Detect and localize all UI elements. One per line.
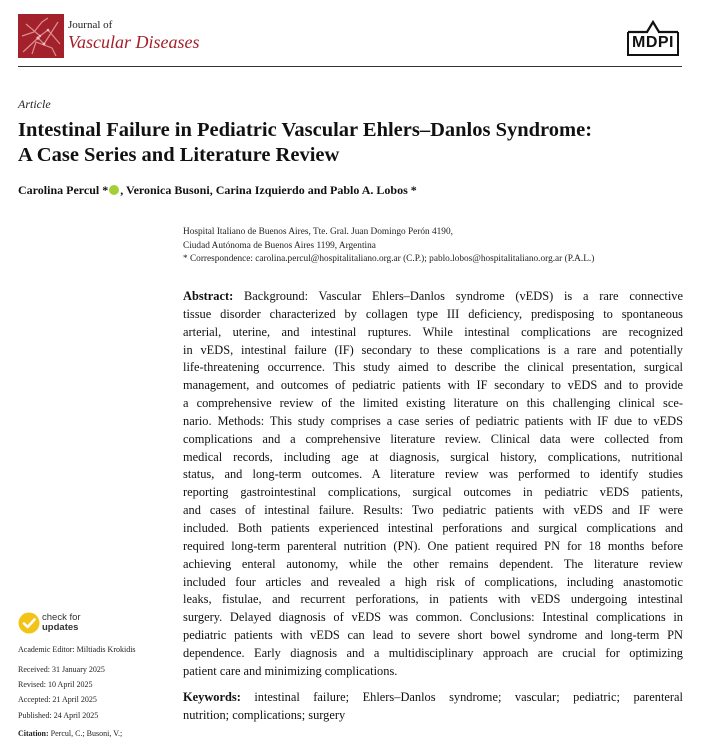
revised-date: Revised: 10 April 2025 xyxy=(18,680,93,689)
abstract-line: medical records, including age at diagnosis, surgical history, complications, nutritional xyxy=(183,449,683,464)
article-title xyxy=(18,118,682,168)
abstract-line: status, and long-term outcomes. A literature review was performed to identify studies xyxy=(183,467,683,482)
published-date: Published: 24 April 2025 xyxy=(18,711,99,720)
abstract-line: complications and a comprehensive literature review. Clinical data were collected from xyxy=(183,431,683,446)
journal-name: Vascular Diseases xyxy=(68,32,200,52)
abstract-line: tissue disorder characterized by collagen type III deficiency, predisposing to spontaneous xyxy=(183,306,683,321)
academic-editor: Academic Editor: Miltiadis Krokidis xyxy=(18,645,136,654)
citation-text: Percul, C.; Busoni, V.; xyxy=(48,729,123,738)
check-updates-label: updates xyxy=(42,622,79,633)
keywords-line: Keywords: intestinal failure; Ehlers–Danlos syndrome; vascular; pediatric; parenteral xyxy=(183,690,683,704)
article-type: Article xyxy=(18,97,51,111)
abstract-line: surgery. Delayed diagnosis of vEDS was common. Conclusions: Intestinal complications in xyxy=(183,610,683,625)
abstract-line: patient care and minimizing complications. xyxy=(183,663,398,678)
keywords-label: Keywords: xyxy=(183,690,241,704)
journal-title xyxy=(68,20,200,51)
check-for-updates-icon[interactable] xyxy=(18,612,40,634)
correspondence-line: * Correspondence: carolina.percul@hospitalitaliano.org.ar (C.P.); pablo.lobos@hospitalitaliano.org.ar (P.A.L.) xyxy=(183,254,595,264)
author-name: , Veronica Busoni, Carina Izquierdo and Pablo A. Lobos xyxy=(120,183,408,197)
abstract-line: in vEDS, intestinal failure (IF) secondary to these complications is a rare and potentially xyxy=(183,342,683,357)
affiliation-block xyxy=(183,226,683,267)
article-title-line: Intestinal Failure in Pediatric Vascular Ehlers–Danlos Syndrome: xyxy=(18,119,593,141)
abstract-line: dependence. Early diagnosis and a multidisciplinary approach are crucial for optimizing xyxy=(183,645,683,660)
abstract-line: life-threatening occurrence. This study aimed to describe the clinical presentation, surgical xyxy=(183,360,683,375)
abstract-line: reporting gastrointestinal complications, surgical outcomes in pediatric vEDS patients, xyxy=(183,485,683,500)
article-title-line: A Case Series and Literature Review xyxy=(18,144,340,166)
abstract-line: required long-term parenteral nutrition (PN). One patient required PN for 18 months before xyxy=(183,538,683,553)
orcid-icon[interactable] xyxy=(109,185,119,195)
citation-label: Citation: xyxy=(18,729,49,738)
abstract xyxy=(183,288,683,681)
received-date: Received: 31 January 2025 xyxy=(18,665,105,674)
abstract-line: included. Both patients experienced intestinal perforations and surgical complications and xyxy=(183,520,683,535)
abstract-line: management, and outcomes of pediatric patients with IF secondary to vEDS and to provide xyxy=(183,378,683,393)
abstract-line: and cases of intestinal failure. Results: Two pediatric patients with vEDS and IF were xyxy=(183,503,683,518)
corresponding-marker: * xyxy=(99,183,109,197)
abstract-line: pediatric patients with vEDS can lead to severe short bowel syndrome and long-term PN xyxy=(183,628,683,643)
abstract-line: included four articles and revealed a high risk of complications, including anastomotic xyxy=(183,574,683,589)
affiliation-line: Ciudad Autónoma de Buenos Aires 1199, Argentina xyxy=(183,240,376,251)
abstract-line: Abstract: Background: Vascular Ehlers–Danlos syndrome (vEDS) is a rare connective xyxy=(183,289,683,303)
author-list xyxy=(18,183,417,198)
publisher-name: MDPI xyxy=(632,34,674,51)
corresponding-marker: * xyxy=(407,183,417,197)
abstract-line: leaks, fistulae, and recurrent perforations, in patients with vEDS undergoing intestinal xyxy=(183,592,683,607)
journal-logo-icon xyxy=(18,14,64,58)
abstract-line: nario. Methods: This study comprises a case series of pediatric patients with IF due to vEDS xyxy=(183,413,683,428)
abstract-label: Abstract: xyxy=(183,289,234,303)
abstract-line: achieving enteral autonomy, while the other remains dependent. The literature review xyxy=(183,556,683,571)
header-divider xyxy=(18,66,682,67)
abstract-line: arterial, uterine, and intestinal ruptures. While intestinal complications are recognized xyxy=(183,324,683,339)
journal-logo xyxy=(18,14,64,58)
journal-prefix: Journal of xyxy=(68,19,113,31)
author-name: Carolina Percul xyxy=(18,183,100,197)
abstract-line: a comprehensive review of the limited existing literature on this challenging clinical sce- xyxy=(183,396,683,411)
check-for-updates-button[interactable] xyxy=(42,613,81,633)
keywords-line: nutrition; complications; surgery xyxy=(183,707,346,722)
check-updates-label: check for xyxy=(42,612,81,623)
affiliation-line: Hospital Italiano de Buenos Aires, Tte. Gral. Juan Domingo Perón 4190, xyxy=(183,227,453,237)
accepted-date: Accepted: 21 April 2025 xyxy=(18,695,97,704)
keywords xyxy=(183,689,683,725)
